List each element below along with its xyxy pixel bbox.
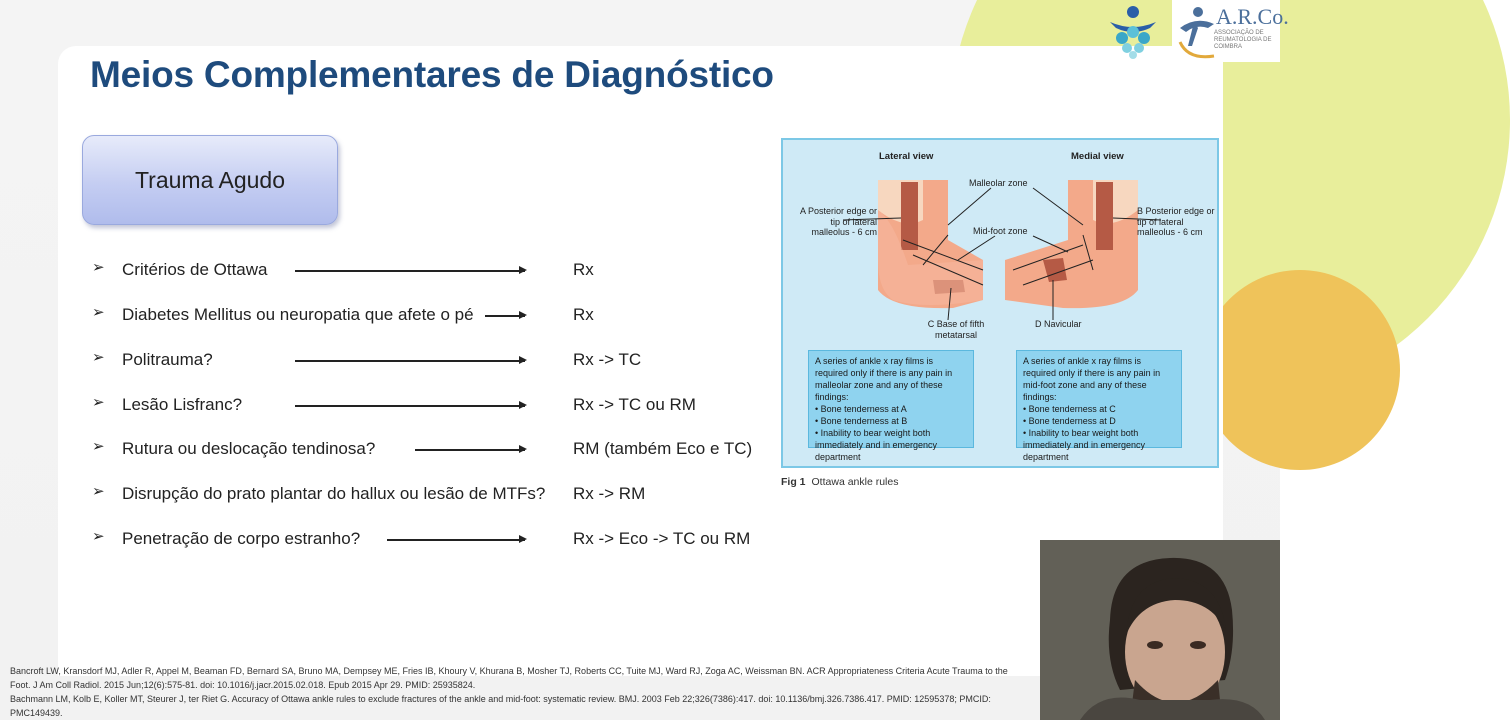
list-item [92, 297, 772, 333]
criteria-text: • Bone tenderness at B [815, 416, 908, 426]
list-item-label: Critérios de Ottawa [122, 260, 268, 279]
arrow-right-icon [485, 315, 525, 317]
arco-logo-text: A.R.Co. [1216, 4, 1289, 29]
arrow-bullet-icon: ➢ [92, 304, 105, 321]
arrow-right-icon [387, 539, 525, 541]
ankle-diagram-icon [783, 140, 1221, 340]
malleolar-criteria-box [808, 350, 974, 462]
midfoot-zone-label: Mid-foot zone [973, 226, 1028, 236]
malleolar-zone-label: Malleolar zone [969, 178, 1028, 188]
label-b: B Posterior edge or tip of lateral malleolus - 6 cm [1137, 206, 1215, 237]
arrow-bullet-icon: ➢ [92, 483, 105, 500]
list-item-result: Rx -> TC [573, 350, 642, 369]
ottawa-figure [781, 138, 1219, 468]
trauma-agudo-box [82, 135, 338, 225]
presenter-webcam-video [1040, 540, 1280, 720]
list-item-result: Rx [573, 305, 594, 324]
arco-logo [1172, 0, 1289, 62]
arco-figure-icon [1174, 2, 1218, 62]
slide-title: Meios Complementares de Diagnóstico [90, 54, 774, 95]
list-item-result: Rx [573, 260, 594, 279]
arrow-bullet-icon: ➢ [92, 349, 105, 366]
arrow-bullet-icon: ➢ [92, 438, 105, 455]
decor-circle-orange [1200, 270, 1400, 470]
arrow-right-icon [295, 405, 525, 407]
figure-caption-number: Fig 1 [781, 476, 806, 488]
list-item [92, 476, 772, 512]
list-item [92, 387, 772, 423]
criteria-text: • Bone tenderness at D [1023, 416, 1116, 426]
criteria-text: • Bone tenderness at A [815, 404, 907, 414]
label-a: A Posterior edge or tip of lateral malleolus - 6 cm [799, 206, 877, 237]
midfoot-criteria-box [1016, 350, 1182, 462]
criteria-text: • Inability to bear weight both immediately and in emergency department [815, 428, 938, 462]
list-item-label: Rutura ou deslocação tendinosa? [122, 439, 376, 458]
list-item-result: RM (também Eco e TC) [573, 439, 753, 458]
list-item-label: Disrupção do prato plantar do hallux ou lesão de MTFs? [122, 484, 546, 503]
figure-caption [781, 476, 898, 488]
arrow-bullet-icon: ➢ [92, 528, 105, 545]
arrow-right-icon [415, 449, 525, 451]
list-item-result: Rx -> Eco -> TC ou RM [573, 529, 751, 548]
list-item [92, 342, 772, 378]
list-item-label: Lesão Lisfranc? [122, 395, 243, 414]
reference-item: Bancroft LW, Kransdorf MJ, Adler R, Appel M, Beaman FD, Bernard SA, Bruno MA, Dempsey ME, Fries IB, Khoury V, Khurana B, Mosher TJ, Roberts CC, Tuite MJ, Ward RJ, Zoga AC, Weissman BN. ACR Appropriateness Criteria Acute Trauma to the Foot. J Am Coll Radiol. 2015 Jun;12(6):575-81. doi: 10.1016/j.jacr.2015.02.018. Epub 2015 Apr 29. PMID: 25935824. [10, 666, 1008, 690]
arrow-right-icon [295, 270, 525, 272]
arrow-bullet-icon: ➢ [92, 259, 105, 276]
reference-item: Bachmann LM, Kolb E, Koller MT, Steurer J, ter Riet G. Accuracy of Ottawa ankle rules to exclude fractures of the ankle and mid-foot: systematic review. BMJ. 2003 Feb 22;326(7386):417. doi: 10.1136/bmj.326.7386.417. PMID: 12595378; PMCID: PMC149439. [10, 694, 991, 718]
list-item-result: Rx -> TC ou RM [573, 395, 696, 414]
criteria-text: A series of ankle x ray films is required only if there is any pain in mid-foot zone and any of these findings: [1023, 356, 1161, 402]
list-item-label: Politrauma? [122, 350, 213, 369]
label-d: D Navicular [1035, 319, 1082, 329]
list-item-label: Diabetes Mellitus ou neuropatia que afete o pé [122, 305, 474, 324]
criteria-text: • Inability to bear weight both immediately and in emergency department [1023, 428, 1146, 462]
list-item-label: Penetração de corpo estranho? [122, 529, 361, 548]
trauma-agudo-label: Trauma Agudo [134, 166, 286, 193]
association-logo-icon [1100, 2, 1166, 60]
arco-logo-subtitle: ASSOCIAÇÃO DE REUMATOLOGIA DE COIMBRA [1214, 30, 1272, 50]
figure-caption-text: Ottawa ankle rules [811, 476, 899, 488]
arrow-right-icon [295, 360, 525, 362]
list-item [92, 252, 772, 288]
criteria-text: • Bone tenderness at C [1023, 404, 1116, 414]
list-item [92, 431, 772, 467]
criteria-text: A series of ankle x ray films is required only if there is any pain in malleolar zone and any of these findings: [815, 356, 953, 402]
list-item [92, 521, 772, 557]
lateral-view-heading: Lateral view [879, 151, 934, 162]
arrow-bullet-icon: ➢ [92, 394, 105, 411]
medial-view-heading: Medial view [1071, 151, 1124, 162]
list-item-result: Rx -> RM [573, 484, 646, 503]
label-c: C Base of fifth metatarsal [927, 319, 985, 340]
references [10, 664, 1030, 720]
